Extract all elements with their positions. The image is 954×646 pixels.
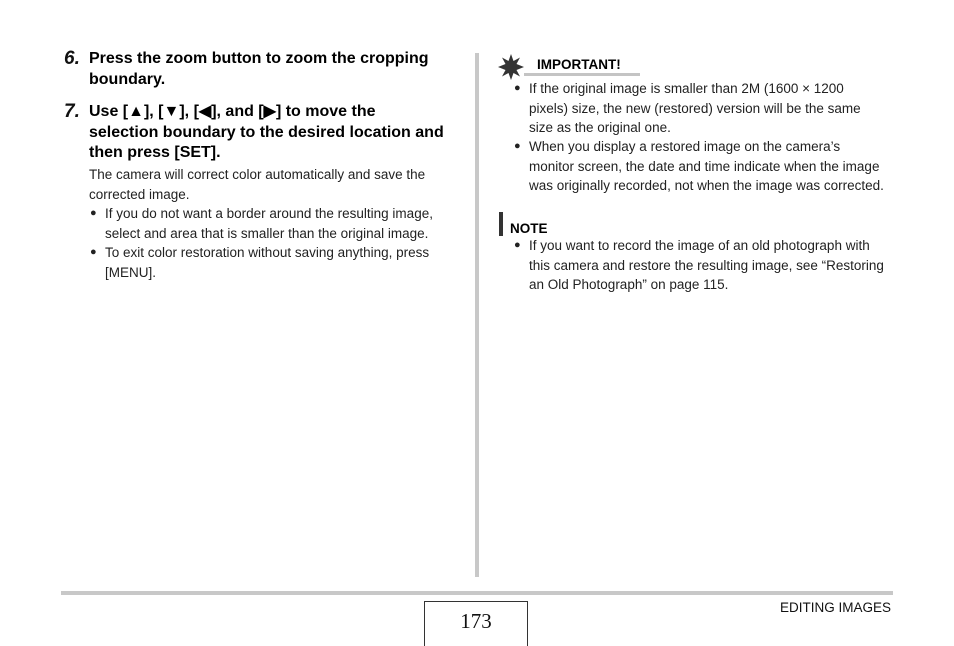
list-item — [514, 79, 861, 138]
note-heading: NOTE — [510, 221, 548, 236]
footer-rule — [61, 591, 893, 595]
list-item-line: To exit color restoration without saving anything, press — [105, 245, 430, 260]
note-marker — [499, 212, 503, 236]
burst-icon — [498, 54, 524, 80]
section-title: EDITING IMAGES — [779, 600, 891, 615]
step-7-description — [89, 165, 425, 204]
list-item — [90, 204, 433, 243]
step-7-number: 7. — [64, 101, 80, 122]
step-7-line: then press [SET]. — [89, 144, 221, 161]
step-7-line: Use [▲], [▼], [◀], and [▶] to move the — [89, 103, 376, 120]
list-item-line: If you want to record the image of an old photograph with — [529, 238, 870, 253]
bullet-dot: ● — [90, 207, 97, 219]
bullet-dot: ● — [90, 246, 97, 258]
bullet-dot: ● — [514, 82, 521, 94]
description-line: corrected image. — [89, 186, 190, 202]
list-item-line: If the original image is smaller than 2M (1600 × 1200 — [529, 81, 844, 96]
list-item-line: monitor screen, the date and time indicate when the image — [529, 158, 880, 174]
list-item-line: select and area that is smaller than the original image. — [105, 225, 429, 241]
step-6-line: boundary. — [89, 70, 166, 88]
bullet-dot: ● — [514, 140, 521, 152]
list-item-line: When you display a restored image on the camera’s — [529, 139, 841, 154]
step-6-text — [89, 49, 429, 90]
column-divider — [475, 53, 479, 577]
important-underline — [524, 73, 640, 76]
page-number: 173 — [424, 601, 528, 646]
bullet-dot: ● — [514, 239, 521, 251]
list-item-line: pixels) size, the new (restored) version will be the same — [529, 100, 861, 116]
list-item-line: this camera and restore the resulting image, see “Restoring — [529, 257, 884, 273]
step-6-line: Press the zoom button to zoom the cropping — [89, 50, 429, 67]
list-item-line: size as the original one. — [529, 120, 671, 135]
step-7-line: selection boundary to the desired location and — [89, 123, 444, 141]
step-7-text — [89, 102, 444, 164]
list-item-line: If you do not want a border around the resulting image, — [105, 206, 433, 221]
important-heading: IMPORTANT! — [537, 57, 621, 72]
list-item-line: was originally recorded, not when the image was corrected. — [529, 178, 884, 193]
list-item-line: [MENU]. — [105, 264, 157, 280]
list-item — [90, 243, 430, 282]
description-line: The camera will correct color automatically and save the — [89, 167, 426, 182]
list-item — [514, 236, 884, 295]
list-item — [514, 137, 884, 196]
step-6-number: 6. — [64, 48, 80, 69]
list-item-line: an Old Photograph” on page 115. — [529, 277, 729, 292]
